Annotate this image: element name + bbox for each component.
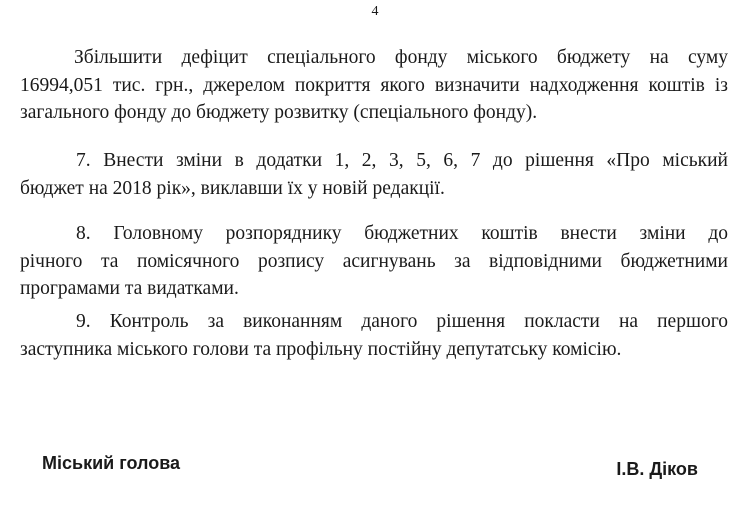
signature-name: І.В. Діков xyxy=(616,459,698,479)
paragraph-item-9 xyxy=(20,308,728,363)
signature-position: Міський голова xyxy=(42,453,181,473)
paragraph-item-8 xyxy=(20,220,728,303)
page-number: 4 xyxy=(371,4,379,19)
paragraph-text: річного та помісячного розпису асигнувань за відповідними бюджетними програмами та видатками. xyxy=(20,250,728,299)
paragraph-first-line: 7. Внести зміни в додатки 1, 2, 3, 5, 6, 7 до рішення «Про міський xyxy=(76,150,728,171)
paragraph-item-7 xyxy=(20,147,728,202)
paragraph-text: заступника міського голови та профільну постійну депутатську комісію. xyxy=(20,338,622,360)
paragraph-text: бюджет на 2018 рік», виклавши їх у новій редакції. xyxy=(20,177,445,199)
paragraph-first-line: Збільшити дефіцит спеціального фонду міського бюджету на суму xyxy=(74,47,728,68)
paragraph-deficit xyxy=(20,44,728,127)
paragraph-first-line: 8. Головному розпоряднику бюджетних коштів внести зміни до xyxy=(76,223,728,244)
paragraph-text: 16994,051 тис. грн., джерелом покриття якого визначити надходження коштів із загального фонду до бюджету розвитку (спеціального фонду). xyxy=(20,74,728,123)
paragraph-first-line: 9. Контроль за виконанням даного рішення покласти на першого xyxy=(76,311,728,332)
